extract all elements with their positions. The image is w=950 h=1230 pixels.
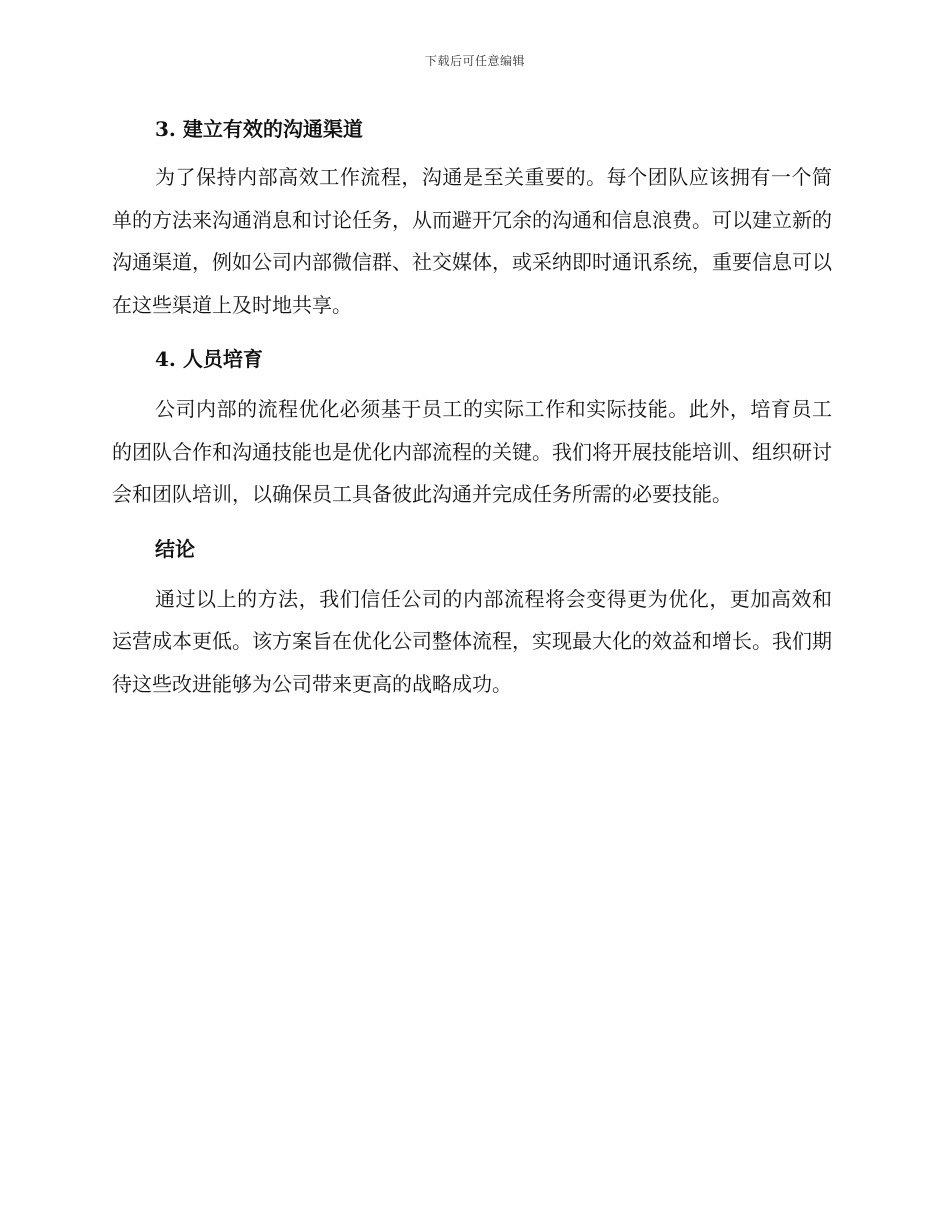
section-heading-conclusion: 结论	[155, 536, 195, 561]
section-heading-staff-development: 4. 人员培育	[155, 347, 263, 371]
page-header: 下载后可任意编辑	[424, 54, 525, 68]
section-paragraph-conclusion: 通过以上的方法，我们信任公司的内部流程将会变得更为优化，更加高效和运营成本更低。该方案旨在优化公司整体流程，实现最大化的效益和增长。我们期待这些改进能够为公司带来更高的战略成功。	[112, 586, 832, 696]
section-paragraph-communication: 为了保持内部高效工作流程，沟通是至关重要的。每个团队应该拥有一个简单的方法来沟通消息和讨论任务，从而避开冗余的沟通和信息浪费。可以建立新的沟通渠道，例如公司内部微信群、社交媒体，或采纳即时通讯系统，重要信息可以在这些渠道上及时地共享。	[112, 165, 832, 317]
document-body	[112, 108, 832, 705]
section-paragraph-staff-development: 公司内部的流程优化必须基于员工的实际工作和实际技能。此外，培育员工的团队合作和沟通技能也是优化内部流程的关键。我们将开展技能培训、组织研讨会和团队培训，以确保员工具备彼此沟通并完成任务所需的必要技能。	[112, 397, 832, 506]
section-heading-communication: 3. 建立有效的沟通渠道	[155, 117, 363, 141]
